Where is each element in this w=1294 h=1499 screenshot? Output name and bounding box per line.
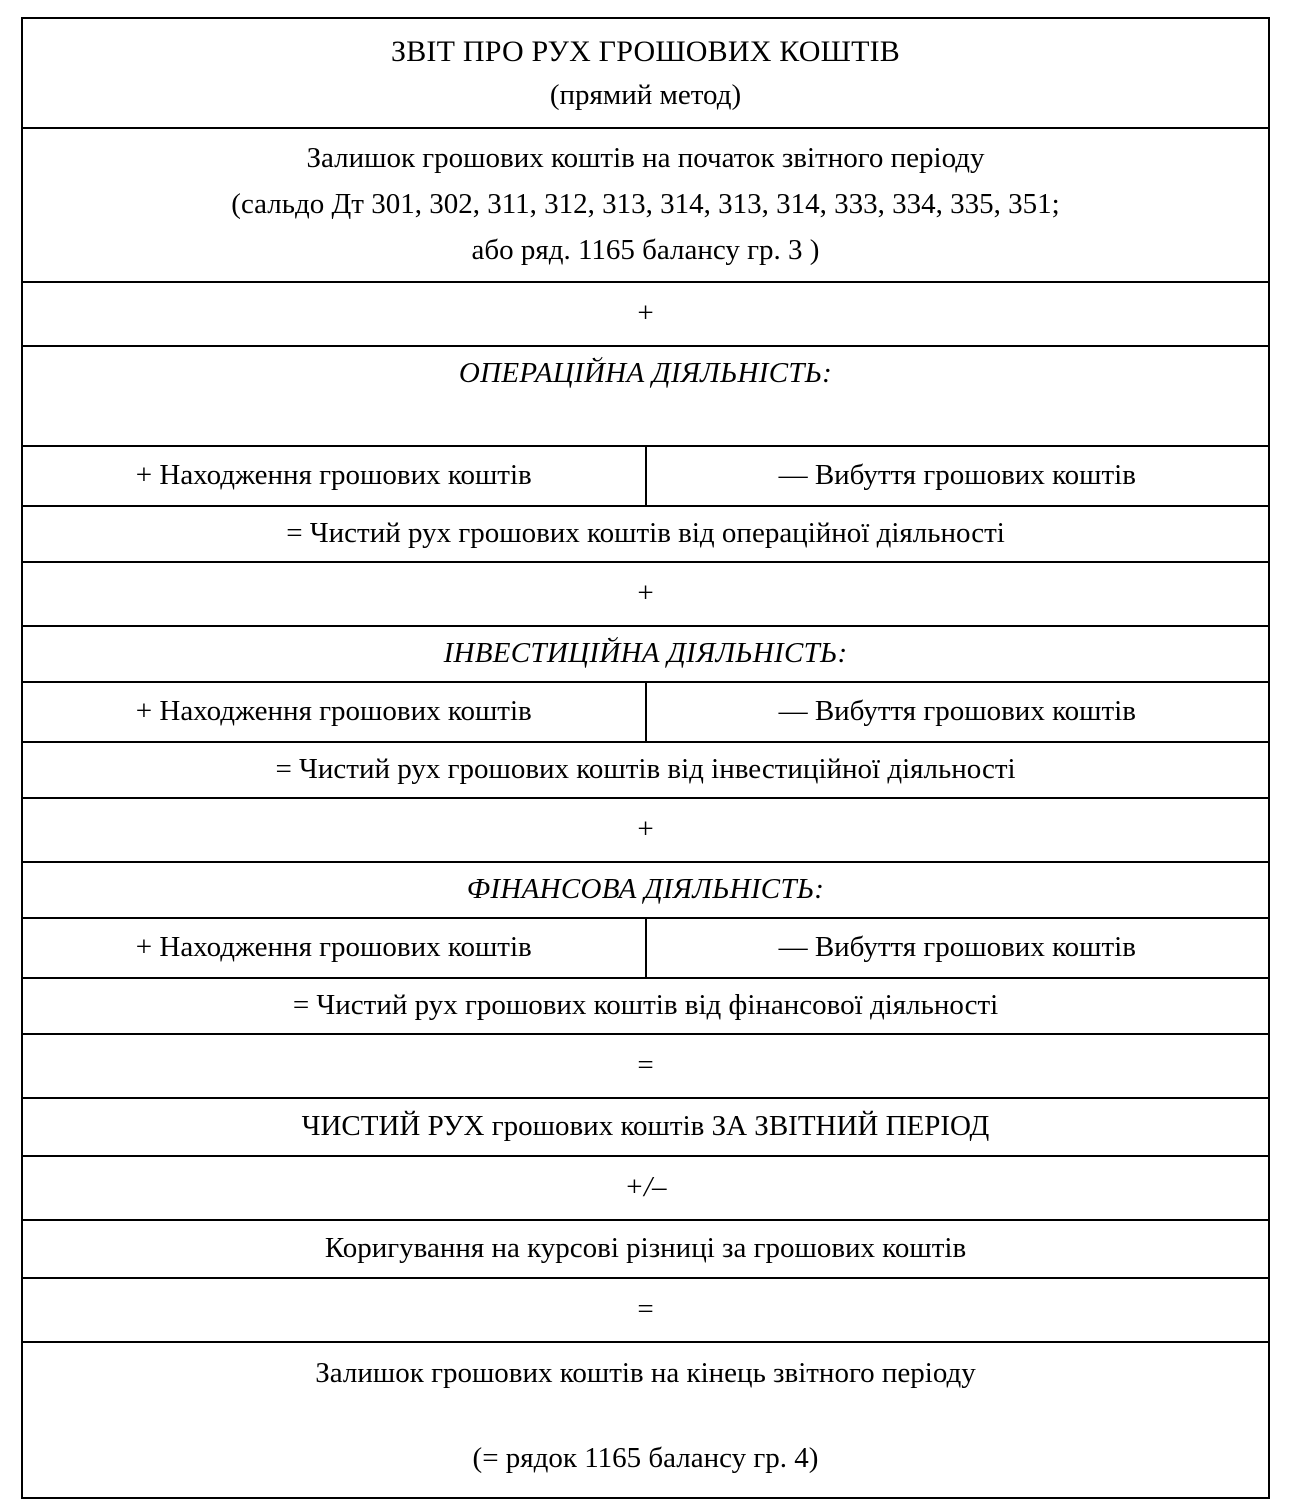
table-row-fx-adjustment [22,1220,1269,1278]
table-row-financing-flows [22,918,1269,978]
cash-flow-statement-table [21,17,1270,1499]
opening-balance-line-1: Залишок грошових коштів на початок звітного періоду [306,142,985,175]
opening-balance-cell [22,128,1269,282]
financing-heading-label: ФІНАНСОВА ДІЯЛЬНІСТЬ: [466,873,825,906]
table-row-operator-equals-1 [22,1034,1269,1098]
table-row-net-change [22,1098,1269,1156]
financing-net-cell: = Чистий рух грошових коштів від фінансової діяльності [22,978,1269,1034]
investing-heading-label: ІНВЕСТИЦІЙНА ДІЯЛЬНІСТЬ: [443,637,848,670]
title-cell [22,18,1269,128]
closing-balance-line-1: Залишок грошових коштів на кінець звітного періоду [315,1357,976,1389]
table-row-closing-balance [22,1342,1269,1498]
table-row-operator-plus-3 [22,798,1269,862]
closing-balance-spacer [29,1394,1262,1438]
financing-inflow-cell: + Находження грошових коштів [22,918,646,978]
table-row-operator-plus-2 [22,562,1269,626]
operator-plus-1: + [22,282,1269,346]
operator-equals-2: = [22,1278,1269,1342]
closing-balance-line-2: (= рядок 1165 балансу гр. 4) [472,1441,819,1474]
investing-outflow-cell: — Вибуття грошових коштів [646,682,1270,742]
document-subtitle: (прямий метод) [549,78,742,111]
document-title: ЗВІТ ПРО РУХ ГРОШОВИХ КОШТІВ [390,35,901,69]
table-row-operator-equals-2 [22,1278,1269,1342]
investing-net-cell: = Чистий рух грошових коштів від інвестиційної діяльності [22,742,1269,798]
opening-balance-line-3: або ряд. 1165 балансу гр. 3 ) [471,233,820,266]
table-row-operator-plus-1 [22,282,1269,346]
table-row-operating-heading [22,346,1269,446]
table-row-title [22,18,1269,128]
fx-adjustment-cell: Коригування на курсові різниці за грошових коштів [22,1220,1269,1278]
operating-heading-label: ОПЕРАЦІЙНА ДІЯЛЬНІСТЬ: [458,357,833,389]
operator-plus-3: + [22,798,1269,862]
investing-inflow-cell: + Находження грошових коштів [22,682,646,742]
operating-net-cell: = Чистий рух грошових коштів від операційної діяльності [22,506,1269,562]
table-row-financing-net [22,978,1269,1034]
operating-heading-cell [22,346,1269,446]
table-row-opening-balance [22,128,1269,282]
closing-balance-cell [22,1342,1269,1498]
opening-balance-line-2: (сальдо Дт 301, 302, 311, 312, 313, 314, 313, 314, 333, 334, 335, 351; [231,188,1060,221]
financing-outflow-cell: — Вибуття грошових коштів [646,918,1270,978]
operator-plus-2: + [22,562,1269,626]
table-row-financing-heading [22,862,1269,918]
investing-heading-cell [22,626,1269,682]
operator-equals-1: = [22,1034,1269,1098]
net-change-cell: ЧИСТИЙ РУХ грошових коштів ЗА ЗВІТНИЙ ПЕРІОД [22,1098,1269,1156]
operator-plus-minus: +/– [22,1156,1269,1220]
table-row-investing-heading [22,626,1269,682]
financing-heading-cell [22,862,1269,918]
table-row-operating-flows [22,446,1269,506]
table-row-investing-net [22,742,1269,798]
table-row-investing-flows [22,682,1269,742]
operating-inflow-cell: + Находження грошових коштів [22,446,646,506]
operating-outflow-cell: — Вибуття грошових коштів [646,446,1270,506]
table-row-operator-plus-minus [22,1156,1269,1220]
table-row-operating-net [22,506,1269,562]
